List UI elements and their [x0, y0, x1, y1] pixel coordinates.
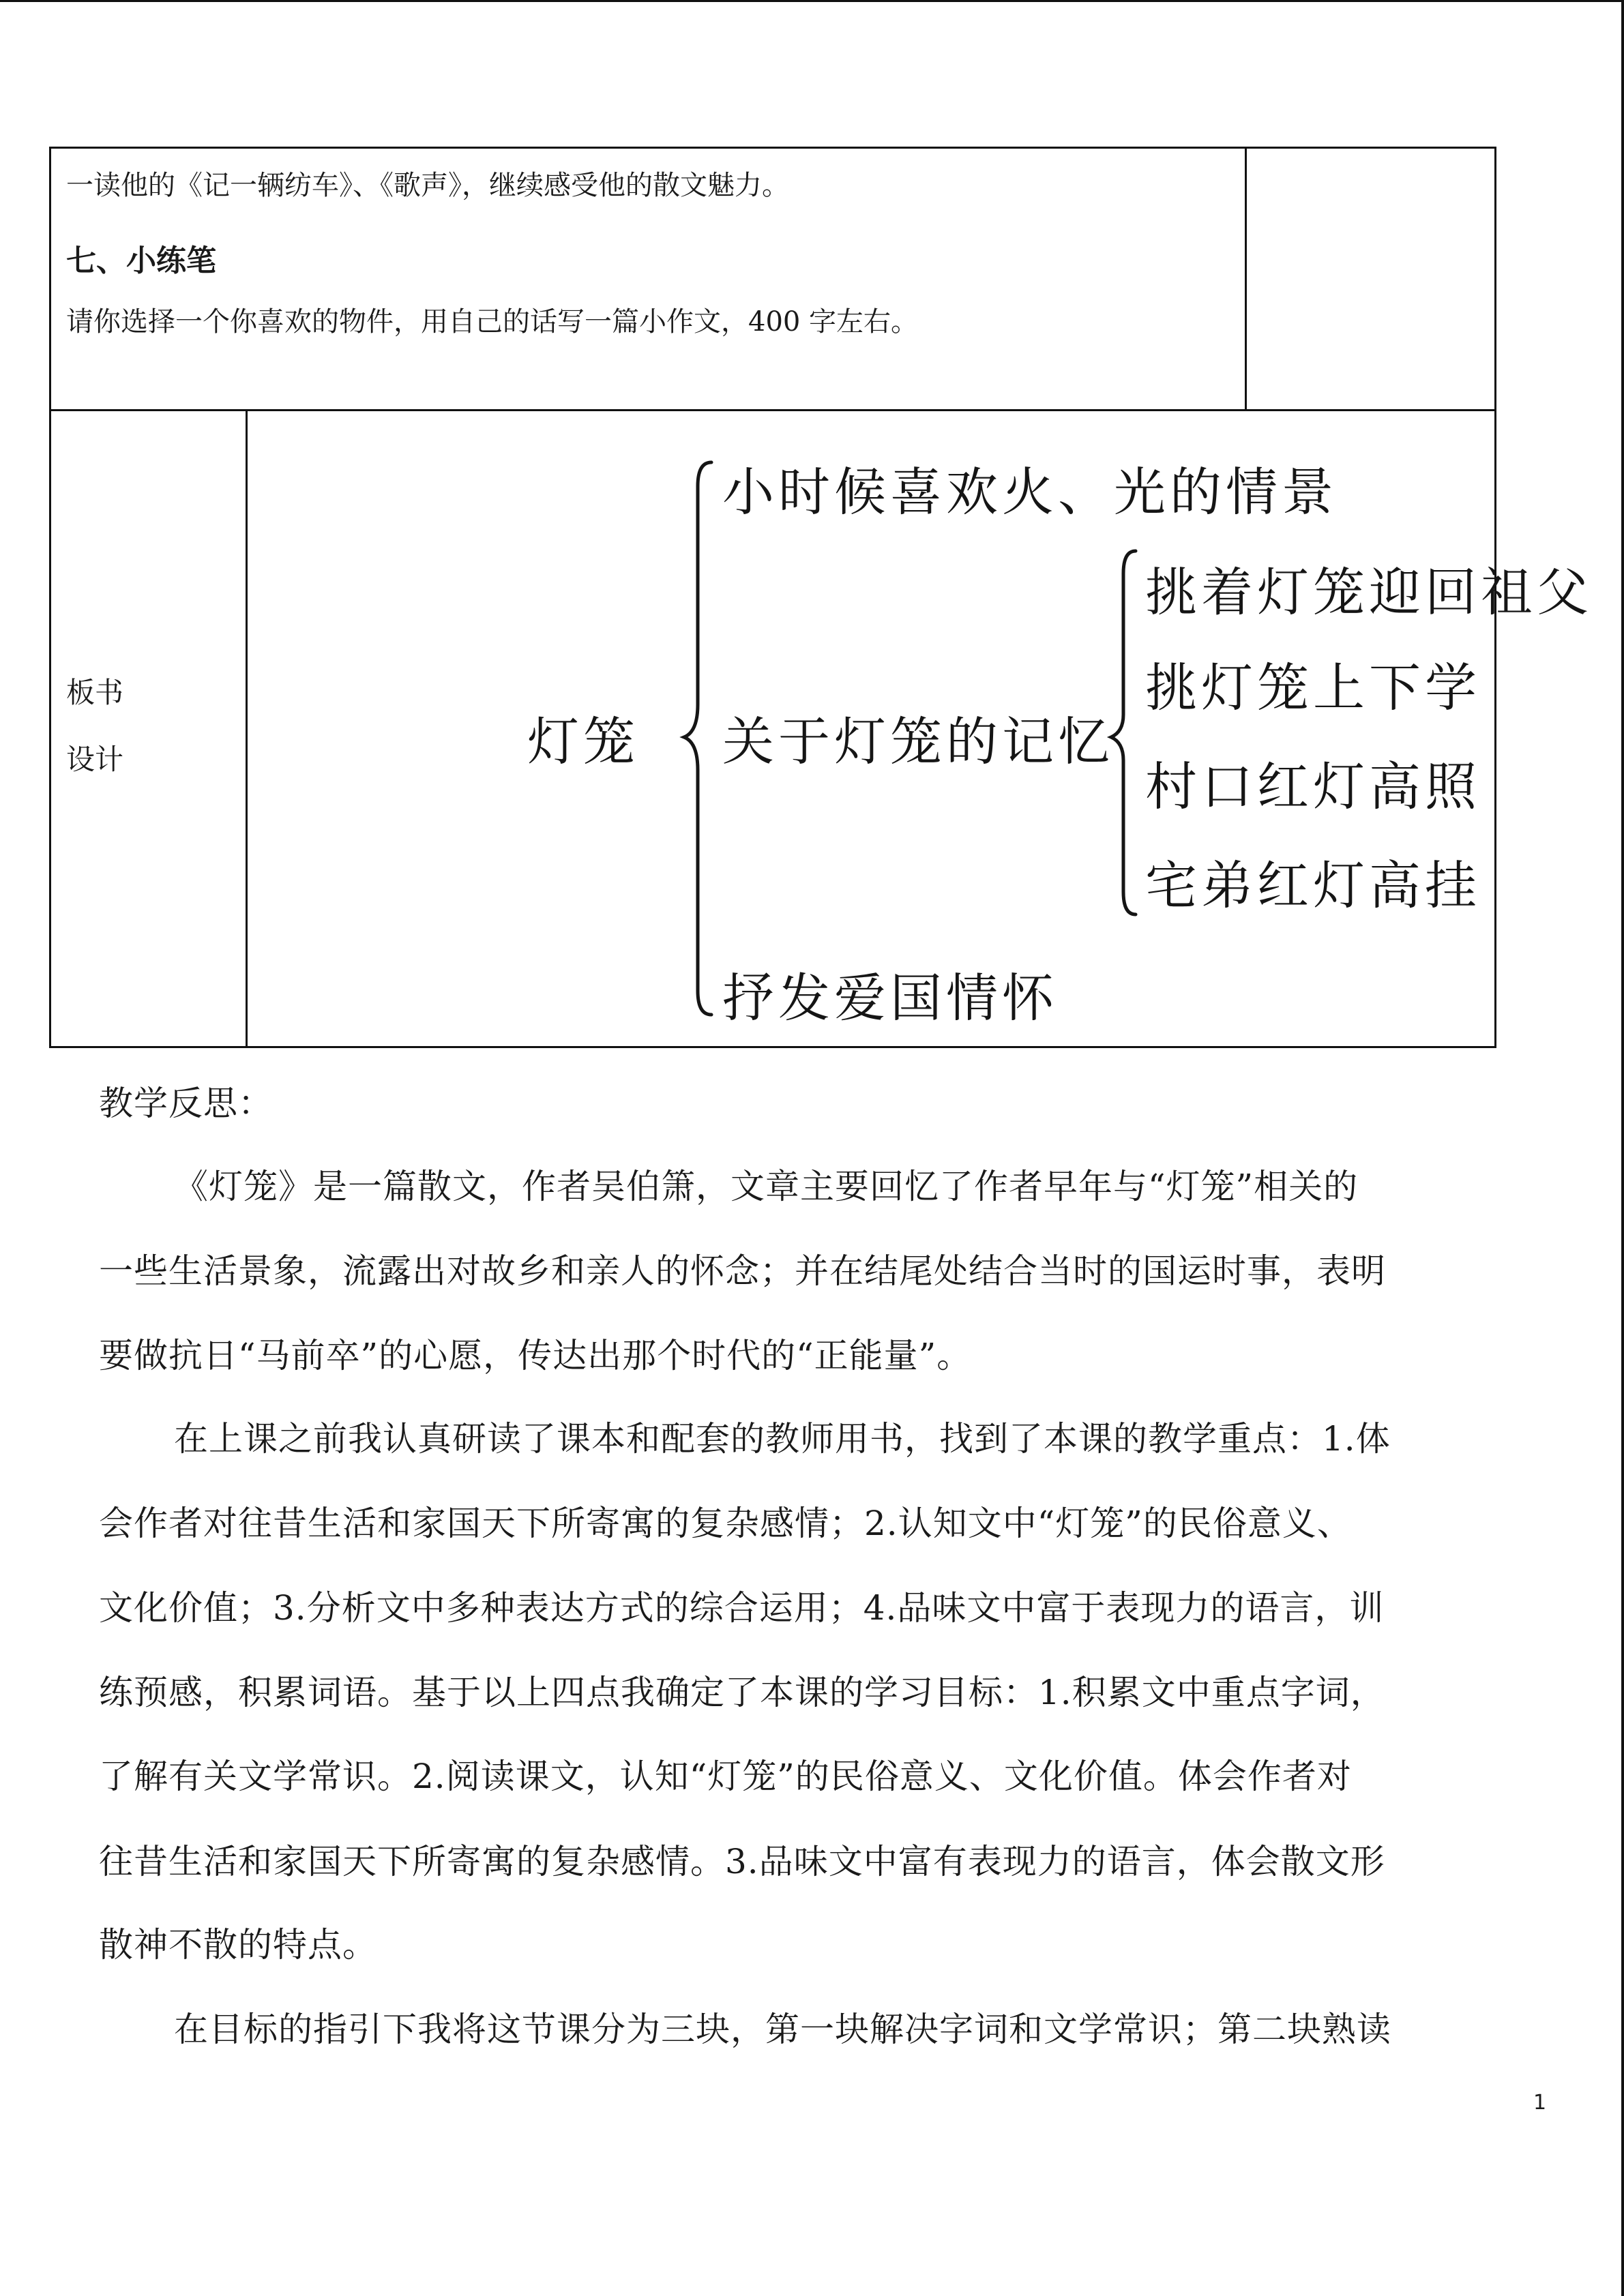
reflection-line: 散神不散的特点。	[99, 1925, 377, 1965]
practice-heading: 七、小练笔	[66, 243, 216, 278]
board-sub2-text: 挑灯笼上下学	[1145, 657, 1481, 718]
reflection-line: 在目标的指引下我将这节课分为三块，第一块解决字词和文学常识；第二块熟读	[174, 2010, 1391, 2049]
reflection-line: 《灯笼》是一篇散文，作者吴伯箫，文章主要回忆了作者早年与“灯笼”相关的	[174, 1167, 1359, 1206]
reflection-line: 在上课之前我认真研读了课本和配套的教师用书，找到了本课的教学重点：1.体	[174, 1419, 1391, 1459]
right-border-line	[1621, 0, 1624, 2296]
reflection-line: 往昔生活和家国天下所寄寓的复杂感情。3.品味文中富有表现力的语言，体会散文形	[99, 1842, 1385, 1881]
practice-instruction-text: 请你选择一个你喜欢的物件，用自己的话写一篇小作文，400 字左右。	[66, 306, 919, 338]
board-branch2-text: 关于灯笼的记忆	[722, 711, 1114, 772]
main-brace	[684, 462, 711, 1015]
blackboard-diagram	[248, 411, 1593, 1046]
board-design-label-cell	[51, 411, 248, 1046]
board-sub4-text: 宅弟红灯高挂	[1145, 855, 1481, 916]
lesson-table	[49, 147, 1593, 1048]
reflection-title: 教学反思：	[99, 1084, 273, 1123]
reflection-line: 文化价值；3.分析文中多种表达方式的综合运用；4.品味文中富于表现力的语言，训	[99, 1588, 1385, 1628]
board-label-line2: 设计	[66, 743, 124, 776]
reading-extension-text: 一读他的《记一辆纺车》、《歌声》，继续感受他的散文魅力。	[66, 170, 789, 201]
reflection-line: 练预感，积累词语。基于以上四点我确定了本课的学习目标：1.积累文中重点字词，	[99, 1673, 1385, 1712]
empty-side-cell	[1247, 149, 1494, 409]
board-branch3-text: 抒发爱国情怀	[722, 968, 1058, 1028]
table-row-board-design	[51, 411, 1593, 1046]
page-number: 1	[1533, 2091, 1547, 2115]
reflection-line: 会作者对往昔生活和家国天下所寄寓的复杂感情；2.认知文中“灯笼”的民俗意义、	[99, 1504, 1352, 1543]
sub-brace	[1111, 551, 1136, 914]
board-branch1-text: 小时候喜欢火、光的情景	[722, 462, 1338, 522]
reflection-line: 了解有关文学常识。2.阅读课文，认知“灯笼”的民俗意义、文化价值。体会作者对	[99, 1757, 1352, 1796]
board-sub3-text: 村口红灯高照	[1145, 756, 1481, 817]
board-label-line1: 板书	[66, 676, 124, 709]
board-sub1-text: 挑着灯笼迎回祖父	[1145, 562, 1593, 623]
reflection-line: 一些生活景象，流露出对故乡和亲人的怀念；并在结尾处结合当时的国运时事，表明	[99, 1251, 1386, 1291]
exercise-cell	[51, 149, 1247, 409]
table-row-exercise	[51, 149, 1494, 411]
reflection-line: 要做抗日“马前卒”的心愿，传达出那个时代的“正能量”。	[99, 1336, 972, 1375]
board-root-text: 灯笼	[527, 711, 639, 772]
top-border-line	[0, 0, 1624, 2]
